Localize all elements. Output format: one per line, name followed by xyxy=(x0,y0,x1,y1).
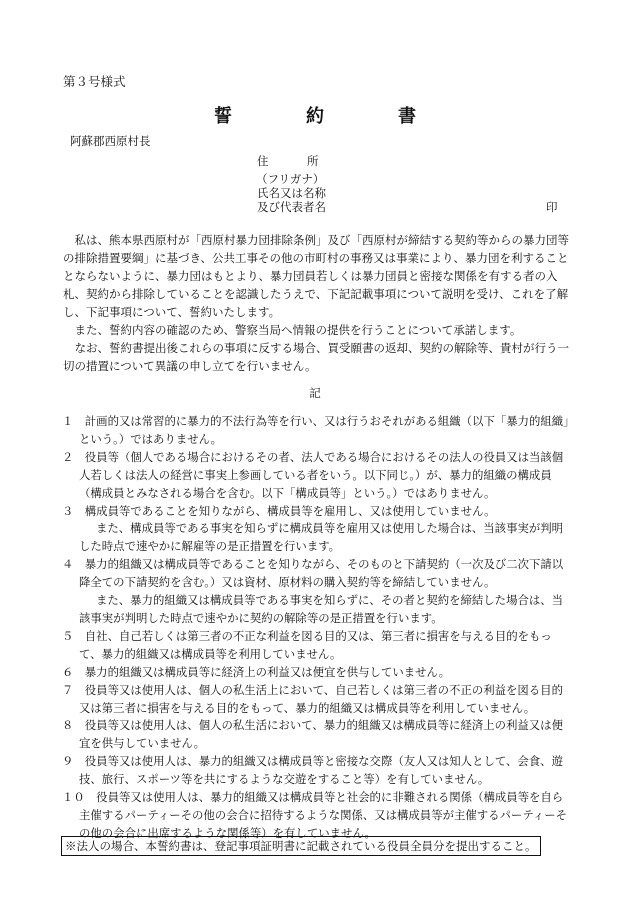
seal-mark: 印 xyxy=(546,200,558,214)
list-item: ６ 暴力的組織又は構成員等に経済上の利益又は便宜を供与していません。 xyxy=(62,664,450,679)
list-item: ２ 役員等（個人である場合におけるその者、法人である場合におけるその法人の役員又は当該個人若しくは法人の経営に事実上参画している者をいう。以下同じ。）が、暴力的組織の構成員（構成員とみなされる場合を含む。以下「構成員等」という。）ではありません。 xyxy=(62,449,564,500)
list-item: ８ 役員等又は使用人は、個人の私生活において、暴力的組織又は構成員等に経済上の利益又は便宜を供与していません。 xyxy=(62,718,563,751)
ki-heading: 記 xyxy=(309,386,321,400)
list-item: ３ 構成員等であることを知りながら、構成員等を雇用し、又は使用していません。 xyxy=(62,503,496,518)
body-paragraph-2: また、誓約内容の確認のため、警察当局へ情報の提供を行うことについて承諾します。 xyxy=(63,323,522,337)
form-number: 第３号様式 xyxy=(63,74,126,89)
addressee: 阿蘇郡西原村長 xyxy=(70,134,151,148)
list-item: １ 計画的又は常習的に暴力的不法行為等を行い、又は行うおそれがある組織（以下「暴力的組織」という。）ではありません。 xyxy=(62,414,569,446)
body-paragraph-1: 私は、熊本県西原村が「西原村暴力団排除条例」及び「西原村が締結する契約等からの暴力団等の排除措置要綱」に基づき、公共工事その他の市町村の事務又は事業により、暴力団を利することとならないように、暴力団はもとより、暴力団員若しくは暴力団員と密接な関係を有する者の入札、契約から排除していることを認識したうえで、下記記載事項について説明を受け、これを了解し、下記事項について、誓約いたします。 xyxy=(63,233,569,319)
pledge-items xyxy=(62,413,574,843)
list-item: １０ 役員等又は使用人は、暴力的組織又は構成員等と社会的に非難される関係（構成員等を自ら主催するパーティーその他の会合に招待するような関係、又は構成員等が主催するパーティーその他の会合に出席するような関係等）を有していません。 xyxy=(62,790,567,840)
list-item: ７ 役員等又は使用人は、個人の私生活上において、自己若しくは第三者の不正の利益を図る目的又は第三者に損害を与える目的をもって、暴力的組織又は構成員等を利用していません。 xyxy=(62,682,563,715)
list-item: ５ 自社、自己若しくは第三者の不正な利益を図る目的又は、第三者に損害を与える目的をもって、暴力的組織又は構成員等を利用していません。 xyxy=(62,628,552,661)
list-item-continuation: また、暴力的組織又は構成員等である事実を知らずに、その者と契約を締結した場合は、当該事実が判明した時点で速やかに契約の解除等の是正措置を行います。 xyxy=(79,593,564,625)
furigana-label: （フリガナ） xyxy=(256,172,325,186)
list-item: ４ 暴力的組織又は構成員等であることを知りながら、そのものと下請契約（一次及び二次下請以降全ての下請契約を含む。）又は資材、原材料の購入契約等を締結していません。 xyxy=(62,557,564,590)
name-label: 氏名又は名称 xyxy=(257,186,326,200)
representative-label: 及び代表者名 xyxy=(257,200,326,214)
list-item-continuation: また、構成員等である事実を知らずに構成員等を雇用又は使用した場合は、当該事実が判明した時点で速やかに解雇等の是正措置を行います。 xyxy=(79,521,564,554)
list-item: ９ 役員等又は使用人は、暴力的組織又は構成員等と密接な交際（友人又は知人として、会食、遊技、旅行、スポーツ等を共にするような交遊をすること等）を有していません。 xyxy=(62,754,563,787)
footer-note: ※法人の場合、本誓約書は、登記事項証明書に記載されている役員全員分を提出すること。 xyxy=(61,836,541,856)
address-label: 住 所 xyxy=(257,154,320,168)
body-paragraph-3: なお、誓約書提出後これらの事項に反する場合、買受願書の返却、契約の解除等、貴村が行う一切の措置について異議の申し立てを行いません。 xyxy=(63,341,569,373)
document-title: 誓 約 書 xyxy=(214,106,444,127)
